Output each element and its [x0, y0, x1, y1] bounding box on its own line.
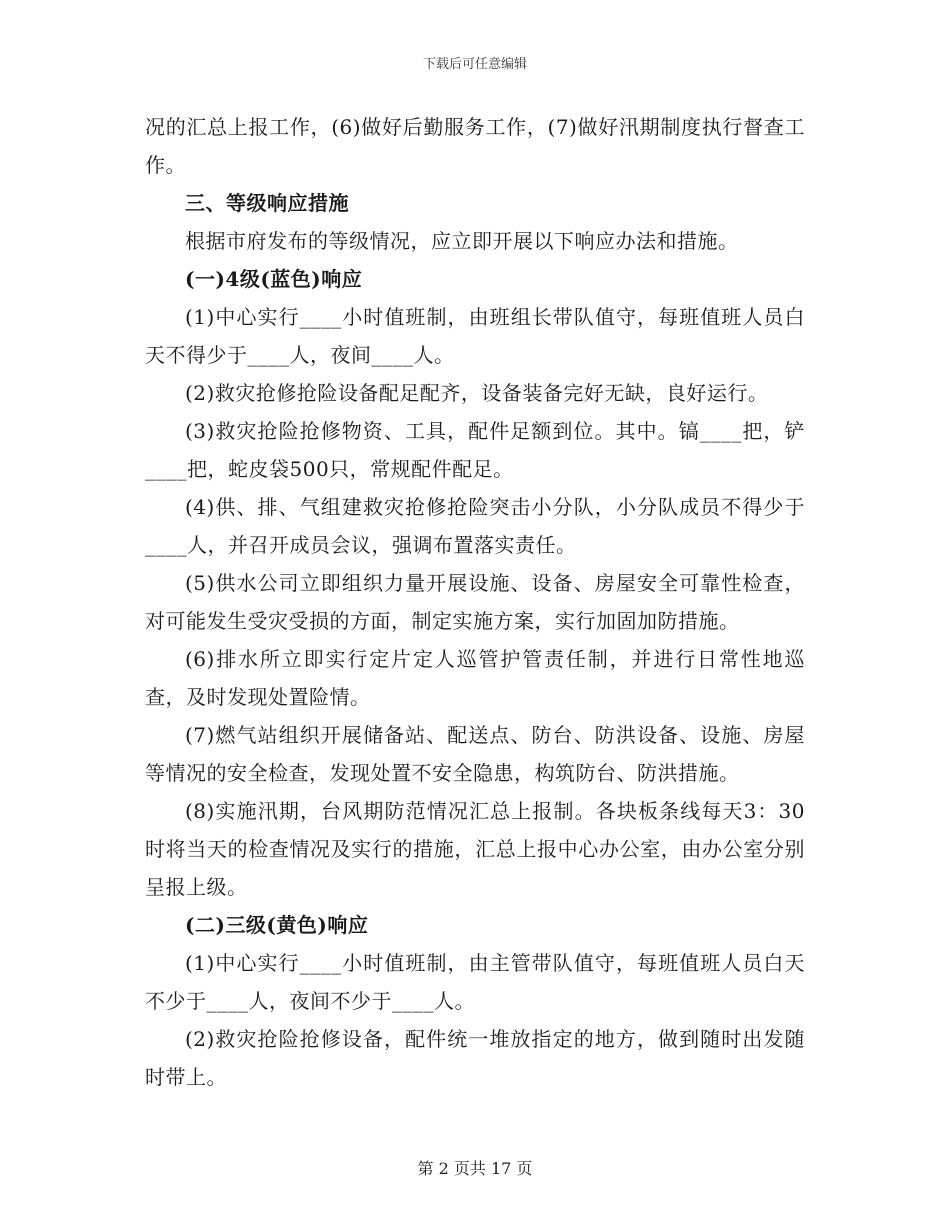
paragraph-item-1: (1)中心实行____小时值班制，由班组长带队值守，每班值班人员白天不得少于____人，夜间____人。 [145, 305, 805, 367]
paragraph-item-2: (2)救灾抢修抢险设备配足配齐，设备装备完好无缺，良好运行。 [185, 381, 769, 405]
paragraph-item-7: (7)燃气站组织开展储备站、配送点、防台、防洪设备、设施、房屋等情况的安全检查，发现处置不安全隐患，构筑防台、防洪措施。 [145, 723, 805, 785]
paragraph-item-8: (8)实施汛期，台风期防范情况汇总上报制。各块板条线每天3：30时将当天的检查情况及实行的措施，汇总上报中心办公室，由办公室分别呈报上级。 [145, 799, 805, 899]
paragraph-intro: 根据市府发布的等级情况，应立即开展以下响应办法和措施。 [185, 229, 739, 253]
paragraph-item-4: (4)供、排、气组建救灾抢修抢险突击小分队，小分队成员不得少于____人，并召开成员会议，强调布置落实责任。 [145, 495, 805, 557]
paragraph-item-5: (5)供水公司立即组织力量开展设施、设备、房屋安全可靠性检查，对可能发生受灾受损的方面，制定实施方案，实行加固加防措施。 [145, 571, 805, 633]
paragraph-continuation: 况的汇总上报工作，(6)做好后勤服务工作，(7)做好汛期制度执行督查工作。 [145, 115, 805, 177]
section-heading-response-measures: 三、等级响应措施 [185, 191, 349, 215]
page-header: 下载后可任意编辑 [422, 57, 527, 72]
document-body [145, 108, 805, 1096]
subheading-level3-yellow: (二)三级(黄色)响应 [185, 913, 369, 937]
paragraph-yellow-item-1: (1)中心实行____小时值班制，由主管带队值守，每班值班人员白天不少于____人，夜间不少于____人。 [145, 951, 805, 1013]
paragraph-item-3: (3)救灾抢险抢修物资、工具，配件足额到位。其中。镐____把，铲____把，蛇皮袋500只，常规配件配足。 [145, 419, 805, 481]
page-footer: 第 2 页共 17 页 [417, 1159, 533, 1178]
paragraph-yellow-item-2: (2)救灾抢险抢修设备，配件统一堆放指定的地方，做到随时出发随时带上。 [145, 1027, 805, 1089]
subheading-level4-blue: (一)4级(蓝色)响应 [185, 267, 363, 291]
paragraph-item-6: (6)排水所立即实行定片定人巡管护管责任制，并进行日常性地巡查，及时发现处置险情。 [145, 647, 805, 709]
